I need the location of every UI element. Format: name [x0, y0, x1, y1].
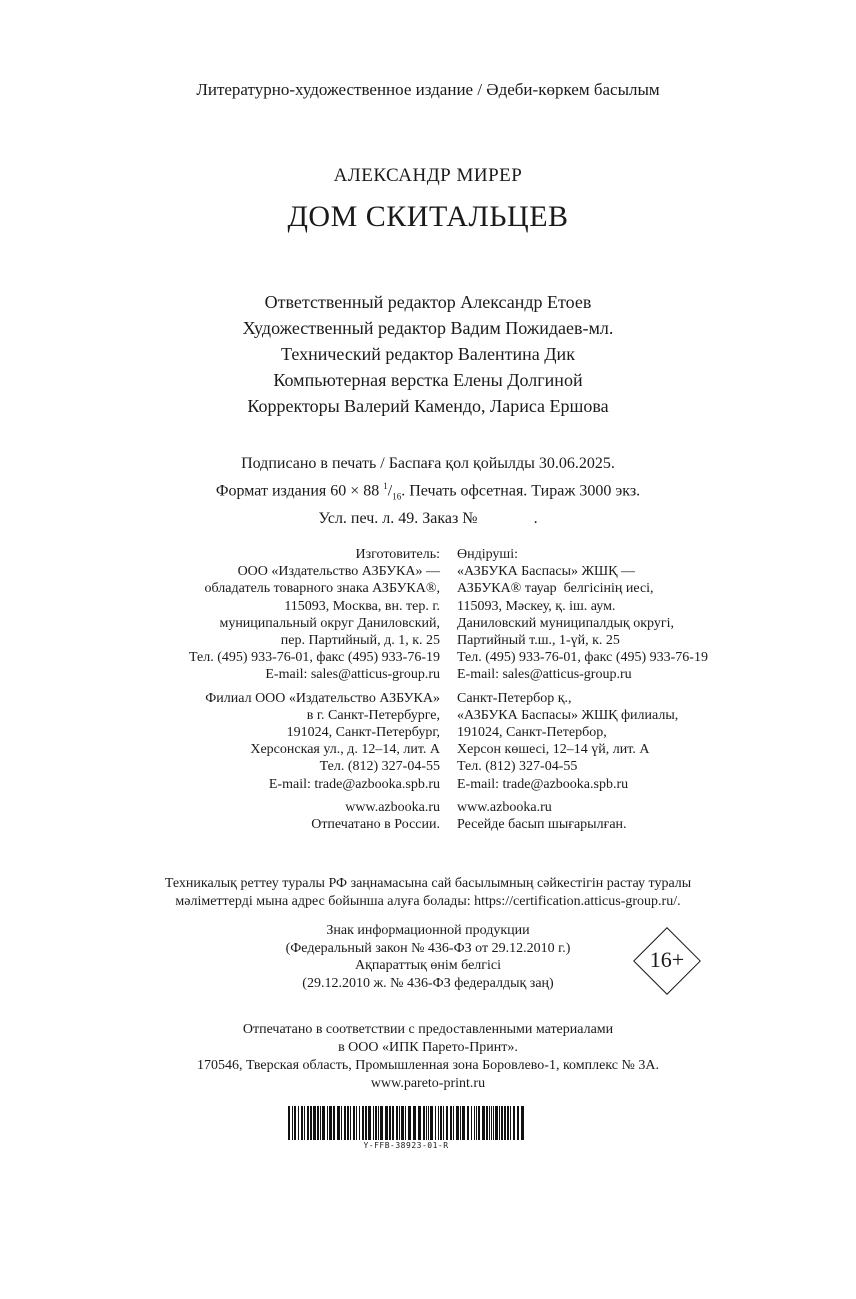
barcode-bar: [378, 1106, 379, 1140]
barcode-bar: [446, 1106, 448, 1140]
footer-kz-line: www.azbooka.ru: [457, 799, 552, 815]
barcode-bar: [392, 1106, 394, 1140]
barcode-bar: [491, 1106, 492, 1140]
branch-kz-line: Тел. (812) 327-04-55: [457, 759, 578, 775]
barcode-bar: [426, 1106, 427, 1140]
barcode-bar: [304, 1106, 305, 1140]
barcode-bar: [307, 1106, 309, 1140]
barcode-bar: [495, 1106, 498, 1140]
barcode-bar: [353, 1106, 355, 1140]
barcode-bar: [489, 1106, 490, 1140]
barcode-bar: [310, 1106, 312, 1140]
barcode-bar: [501, 1106, 503, 1140]
barcode-bar: [375, 1106, 377, 1140]
branch-ru-line: E-mail: trade@azbooka.spb.ru: [268, 776, 440, 792]
printer-info: [0, 1021, 856, 1093]
barcode-bar: [405, 1106, 406, 1140]
barcode-bar: [510, 1106, 511, 1140]
print-info: [0, 453, 856, 530]
barcode-bar: [513, 1106, 515, 1140]
barcode-bar: [396, 1106, 398, 1140]
mfr-kz-line: Даниловский муниципалдық округі,: [457, 615, 674, 631]
mfr-kz-line: 115093, Мәскеу, қ. іш. аум.: [457, 598, 616, 614]
mfr-kz-line: E-mail: sales@atticus-group.ru: [457, 667, 632, 683]
barcode-bar: [350, 1106, 351, 1140]
barcode-bar: [438, 1106, 439, 1140]
barcode-bar: [507, 1106, 509, 1140]
barcode-bar: [333, 1106, 335, 1140]
barcode-bar: [504, 1106, 506, 1140]
barcode-bar: [365, 1106, 367, 1140]
barcode-bar: [408, 1106, 411, 1140]
barcode-bar: [327, 1106, 328, 1140]
footer-ru-line: Отпечатано в России.: [311, 817, 440, 833]
branch-kz-line: Херсон көшесі, 12–14 үй, лит. А: [457, 742, 650, 758]
barcode-bar: [380, 1106, 383, 1140]
format-prefix: Формат издания 60 × 88: [215, 482, 380, 500]
mfr-kz-line: «АЗБУКА Баспасы» ЖШҚ —: [457, 564, 635, 580]
mfr-kz-line: Партийный т.ш., 1-үй, к. 25: [457, 633, 620, 649]
barcode-bar: [288, 1106, 290, 1140]
barcode-bar: [322, 1106, 325, 1140]
mfr-ru-line: E-mail: sales@atticus-group.ru: [265, 667, 440, 683]
barcode-bar: [521, 1106, 524, 1140]
barcode-bar: [478, 1106, 480, 1140]
branch-kz-line: 191024, Санкт-Петербор,: [457, 725, 607, 741]
format-sep: /: [387, 482, 393, 500]
barcode-icon: [286, 1106, 526, 1140]
barcode-bar: [413, 1106, 416, 1140]
mfr-kz-line: Тел. (495) 933-76-01, факс (495) 933-76-19: [457, 650, 708, 666]
barcode-bar: [450, 1106, 452, 1140]
print-sheets: Усл. печ. л. 49. Заказ № .: [318, 509, 538, 527]
barcode-bar: [313, 1106, 316, 1140]
mfr-ru-line: обладатель товарного знака АЗБУКА®,: [204, 581, 440, 597]
branch-ru-line: Херсонская ул., д. 12–14, лит. А: [250, 742, 440, 758]
book-title: ДОМ СКИТАЛЬЦЕВ: [287, 200, 569, 233]
mfr-kz-line: АЗБУКА® тауар белгісінің иесі,: [457, 581, 654, 597]
footer-ru-line: www.azbooka.ru: [345, 799, 440, 815]
barcode-bar: [389, 1106, 391, 1140]
barcode-bar: [428, 1106, 429, 1140]
manufacturer-kz: [457, 546, 708, 833]
barcode-bar: [440, 1106, 442, 1140]
barcode-bar: [347, 1106, 349, 1140]
tech-regulation: [0, 875, 856, 911]
barcode-bar: [320, 1106, 321, 1140]
credit-line: Компьютерная верстка Елены Долгиной: [273, 370, 583, 390]
printer-line: Отпечатано в соответствии с предоставленными материалами: [242, 1022, 614, 1037]
barcode-bar: [337, 1106, 340, 1140]
branch-kz-line: «АЗБУКА Баспасы» ЖШҚ филиалы,: [457, 707, 679, 723]
branch-ru-line: Филиал ООО «Издательство АЗБУКА»: [205, 690, 440, 706]
print-signed: Подписано в печать / Баспаға қол қойылды 30.06.2025.: [241, 455, 615, 472]
tech-line: мәліметтерді мына адрес бойынша алуға болады: https://certification.atticus-group.ru/.: [175, 894, 681, 909]
credit-line: Корректоры Валерий Камендо, Лариса Ершова: [247, 396, 609, 416]
barcode-bar: [493, 1106, 494, 1140]
mfr-ru-line: ООО «Издательство АЗБУКА» —: [237, 564, 440, 580]
mfr-ru-line: Тел. (495) 933-76-01, факс (495) 933-76-19: [189, 650, 440, 666]
credit-line: Художественный редактор Вадим Пожидаев-мл.: [242, 318, 614, 338]
barcode-code: Y-FFB-38923-01-R: [363, 1141, 449, 1150]
info-sign-line: (29.12.2010 ж. № 436-ФЗ федералдық заң): [302, 975, 554, 991]
author-name: АЛЕКСАНДР МИРЕР: [333, 165, 523, 186]
barcode-bar: [359, 1106, 360, 1140]
printer-line: в ООО «ИПК Парето-Принт».: [338, 1040, 518, 1055]
mfr-ru-line: муниципальный округ Даниловский,: [219, 615, 440, 631]
mfr-ru-line: Изготовитель:: [355, 547, 440, 562]
format-num: 1: [383, 481, 388, 491]
barcode-bar: [443, 1106, 444, 1140]
barcode-bar: [292, 1106, 293, 1140]
credit-line: Технический редактор Валентина Дик: [281, 344, 575, 364]
footer-kz-line: Ресейде басып шығарылған.: [457, 817, 627, 833]
mfr-ru-line: 115093, Москва, вн. тер. г.: [284, 598, 440, 614]
branch-ru-line: в г. Санкт-Петербурге,: [306, 707, 440, 723]
printer-line: 170546, Тверская область, Промышленная зона Боровлево-1, комплекс № 3А.: [197, 1058, 659, 1073]
info-sign-line: (Федеральный закон № 436-ФЗ от 29.12.2010 г.): [285, 940, 571, 956]
barcode-bar: [385, 1106, 388, 1140]
barcode-bar: [460, 1106, 461, 1140]
credits-block: [0, 289, 856, 419]
tech-line: Техникалық реттеу туралы РФ заңнамасына сай басылымның сәйкестігін растау туралы: [164, 876, 692, 891]
barcode-bar: [399, 1106, 400, 1140]
mfr-ru-line: пер. Партийный, д. 1, к. 25: [280, 633, 440, 649]
barcode-bar: [430, 1106, 433, 1140]
barcode-bar: [317, 1106, 319, 1140]
age-rating-badge: [631, 925, 703, 997]
edition-type: Литературно-художественное издание / Әдеби-көркем басылым: [196, 80, 660, 99]
barcode-bar: [435, 1106, 436, 1140]
barcode-bar: [474, 1106, 475, 1140]
barcode-bar: [356, 1106, 357, 1140]
barcode-bar: [453, 1106, 454, 1140]
info-sign-line: Ақпараттық өнім белгісі: [354, 958, 502, 973]
printer-line: www.pareto-print.ru: [370, 1076, 486, 1091]
barcode-bar: [329, 1106, 332, 1140]
branch-kz-line: E-mail: trade@azbooka.spb.ru: [457, 776, 629, 792]
age-rating-text: 16+: [649, 947, 685, 972]
barcode-bar: [341, 1106, 342, 1140]
barcode-bar: [476, 1106, 477, 1140]
barcode-bar: [486, 1106, 488, 1140]
branch-kz-line: Санкт-Петербор қ.,: [457, 690, 572, 706]
barcode-bar: [517, 1106, 519, 1140]
info-sign-line: Знак информационной продукции: [326, 923, 530, 938]
barcode-bar: [362, 1106, 364, 1140]
format-den: 16: [392, 491, 402, 502]
barcode-bar: [482, 1106, 485, 1140]
barcode-bar: [462, 1106, 465, 1140]
format-suffix: . Печать офсетная. Тираж 3000 экз.: [401, 482, 641, 500]
barcode-bar: [401, 1106, 404, 1140]
barcode-bar: [423, 1106, 425, 1140]
barcode-bar: [368, 1106, 371, 1140]
print-format: [0, 475, 856, 508]
branch-ru-line: Тел. (812) 327-04-55: [319, 759, 440, 775]
barcode-bar: [471, 1106, 472, 1140]
barcode-bar: [418, 1106, 421, 1140]
mfr-kz-line: Өндіруші:: [457, 547, 518, 562]
barcode-bar: [499, 1106, 500, 1140]
credit-line: Ответственный редактор Александр Етоев: [264, 292, 592, 312]
barcode-bar: [456, 1106, 459, 1140]
barcode-bar: [467, 1106, 469, 1140]
branch-ru-line: 191024, Санкт-Петербург,: [286, 725, 440, 741]
barcode-bar: [373, 1106, 374, 1140]
barcode-bar: [298, 1106, 299, 1140]
barcode-bar: [344, 1106, 346, 1140]
manufacturer-ru: [189, 546, 440, 833]
barcode-bar: [301, 1106, 303, 1140]
barcode-bar: [294, 1106, 296, 1140]
info-sign-block: [230, 922, 626, 992]
